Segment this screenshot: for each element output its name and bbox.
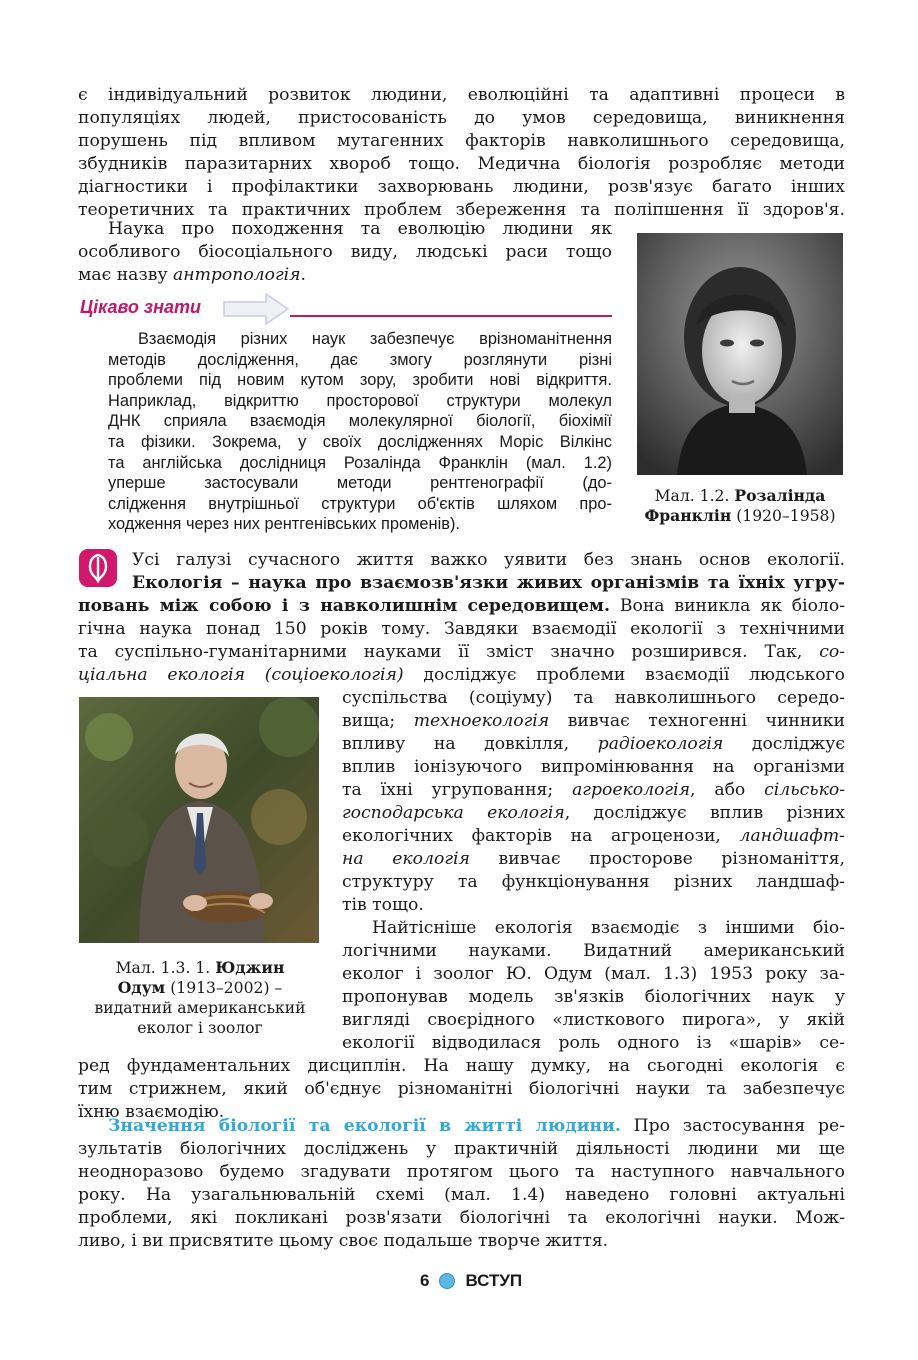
text-line: Наука про походження та еволюцію людини як bbox=[108, 219, 612, 239]
text-line: екологічних факторів на агроценози, ландшафт- bbox=[342, 826, 845, 846]
text-line: року. На узагальнювальній схемі (мал. 1.4) наведено головні актуальні bbox=[78, 1185, 845, 1205]
text-line: структуру та функціонування різних ландшаф- bbox=[342, 872, 845, 892]
paragraph-odum-end bbox=[78, 1055, 845, 1124]
section-name: ВСТУП bbox=[465, 1271, 523, 1290]
caption-fig-1-3: Мал. 1.3. 1. Юджин Одум (1913–2002) – видатний американський еколог і зоолог bbox=[94, 958, 306, 1037]
text-line: на екологія вивчає просторове різноманіття, bbox=[342, 849, 846, 869]
text-line: та фізики. Зокрема, у своїх дослідженнях Моріс Вілкінс bbox=[108, 432, 612, 451]
text-line: логічними науками. Видатний американський bbox=[342, 941, 845, 961]
text-line: господарська екологія, досліджує вплив різних bbox=[342, 803, 845, 823]
text-line: неодноразово будемо згадувати протягом цього та наступного навчального bbox=[78, 1162, 845, 1182]
text-line: уперше застосували методи рентгенографії (до- bbox=[108, 474, 612, 493]
text-line: Усі галузі сучасного життя важко уявити без знань основ екології. bbox=[132, 550, 845, 570]
text-line: ливо, і ви присвятите цьому своє подальше творче життя. bbox=[78, 1231, 609, 1251]
text-line: Найтісніше екологія взаємодіє з іншими біо- bbox=[372, 918, 845, 938]
paragraph-ecology-branches bbox=[342, 687, 845, 1055]
ecology-definition: Екологія – наука про взаємозв'язки живих організмів та їхніх угру- bbox=[132, 573, 845, 593]
text-line: слідження внутрішньої структури об'єктів шляхом про- bbox=[108, 494, 612, 513]
text-line: Наприклад, відкриттю просторової структури молекул bbox=[108, 391, 612, 410]
interesting-heading-text: Цікаво знати bbox=[80, 296, 201, 317]
photo-odum bbox=[79, 697, 319, 943]
text-line: проблеми, які покликані розв'язати біологічні та екологічні науки. Мож- bbox=[78, 1208, 845, 1228]
paragraph-significance bbox=[78, 1115, 845, 1253]
caption-fig-1-2: Мал. 1.2. Розалінда Франклін (1920–1958) bbox=[644, 486, 836, 525]
heading-rule bbox=[290, 315, 612, 317]
page-footer bbox=[420, 1268, 522, 1294]
text-line: збудників паразитарних хвороб тощо. Медична біологія розробляє методи bbox=[78, 154, 845, 174]
text-line: та їхні угруповання; агроекологія, або сільсько- bbox=[342, 780, 845, 800]
text-line: проблеми під новим кутом зору, зробити нові відкриття. bbox=[108, 371, 612, 390]
paragraph-anthropology bbox=[78, 218, 612, 287]
term-anthropology: антропологія bbox=[173, 265, 301, 285]
text-line: є індивідуальний розвиток людини, еволюційні та адаптивні процеси в bbox=[78, 85, 845, 105]
page-number: 6 bbox=[420, 1271, 430, 1290]
text-line: порушень під впливом мутагенних факторів навколишнього середовища, bbox=[78, 131, 845, 151]
text-line: та англійська дослідниця Розалінда Франклін (мал. 1.2) bbox=[108, 453, 612, 472]
text-line: має назву антропологія. bbox=[78, 265, 307, 285]
interesting-text bbox=[108, 329, 612, 535]
text-line: вигляді своєрідного «листкового пирога», у якій bbox=[342, 1010, 845, 1030]
text-line: тим стрижнем, який об'єднує різноманітні біологічні науки та забезпечує bbox=[78, 1079, 845, 1099]
text-line: особливого біосоціального виду, людські раси тощо bbox=[78, 242, 612, 262]
text-line: методів дослідження, дає змогу розглянути різні bbox=[108, 350, 612, 369]
text-line: повань між собою і з навколишнім середовищем. Вона виникла як біоло- bbox=[78, 596, 845, 616]
text-line: екології відводилася роль одного із «шарів» се- bbox=[342, 1033, 845, 1053]
text-line: ціальна екологія (соціоекологія) досліджує проблеми взаємодії людського bbox=[78, 665, 845, 685]
text-line: Значення біології та екології в житті людини. Про застосування ре- bbox=[108, 1116, 846, 1136]
text-line: та суспільно-гуманітарними науками її зміст значно розширився. Так, со- bbox=[78, 642, 845, 662]
text-line: ДНК сприяла взаємодія молекулярної біології, біохімії bbox=[108, 412, 612, 431]
text-line: пропонував модель зв'язків біологічних наук у bbox=[342, 987, 845, 1007]
text-line: вплив іонізуючого випромінювання на організми bbox=[342, 757, 845, 777]
text-line: гічна наука понад 150 років тому. Завдяки взаємодії екології з технічними bbox=[78, 619, 845, 639]
section-heading-significance: Значення біології та екології в житті людини. bbox=[108, 1116, 621, 1136]
text-line: популяціях людей, пристосованість до умов середовища, виникнення bbox=[78, 108, 845, 128]
arrow-icon bbox=[222, 292, 292, 326]
text-line: вища; техноекологія вивчає техногенні чинники bbox=[342, 711, 845, 731]
text-line: теоретичних та практичних проблем збереження та поліпшення її здоров'я. bbox=[78, 200, 845, 220]
text-line: тів тощо. bbox=[342, 895, 424, 915]
text-line: суспільства (соціуму) та навколишнього середо- bbox=[342, 688, 845, 708]
text-line: їхню взаємодію. bbox=[78, 1102, 225, 1122]
text-line: впливу на довкілля, радіоекологія досліджує bbox=[342, 734, 845, 754]
text-line: Взаємодія різних наук забезпечує врізноманітнення bbox=[138, 330, 612, 348]
text-line: діагностики і профілактики захворювань людини, розв'язує багато інших bbox=[78, 177, 845, 197]
text-line: ходження через них рентгенівських променів). bbox=[108, 515, 460, 534]
text-line: ред фундаментальних дисциплін. На нашу думку, на сьогодні екологія є bbox=[78, 1056, 845, 1076]
bullet-icon bbox=[439, 1273, 455, 1289]
portrait-franklin bbox=[637, 233, 843, 475]
text-line: еколог і зоолог Ю. Одум (мал. 1.3) 1953 року за- bbox=[342, 964, 845, 984]
paragraph-ecology bbox=[78, 549, 845, 687]
text-line: зультатів біологічних досліджень у практичній діяльності людини ми ще bbox=[78, 1139, 845, 1159]
interesting-heading bbox=[80, 294, 201, 320]
paragraph-intro bbox=[78, 84, 845, 222]
